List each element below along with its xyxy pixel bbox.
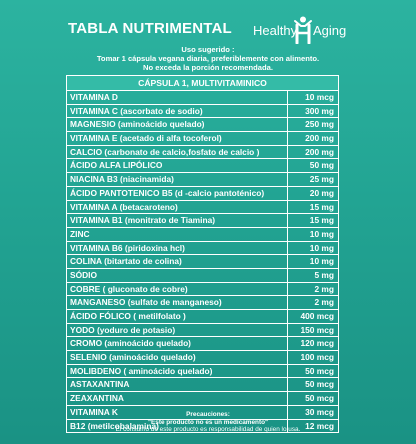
nutrient-name: VITAMINA E (acetado di alfa tocoferol)	[67, 132, 288, 145]
nutrition-table	[66, 75, 339, 433]
table-row	[67, 146, 338, 160]
usage-instructions	[0, 45, 416, 72]
nutrient-amount: 10 mg	[309, 242, 334, 253]
table-row	[67, 105, 338, 119]
nutrient-name: ZEAXANTINA	[67, 392, 288, 405]
nutrient-name: SÓDIO	[67, 269, 288, 282]
header	[0, 0, 416, 44]
nutrient-name: VITAMINA B6 (piridoxina hcl)	[67, 242, 288, 255]
nutrient-name: MAGNESIO (aminoácido quelado)	[67, 118, 288, 131]
nutrient-amount: 25 mg	[309, 174, 334, 185]
nutrient-name: COBRE ( gluconato de cobre)	[67, 283, 288, 296]
person-h-icon	[291, 16, 315, 44]
nutrient-amount: 2 mg	[314, 297, 334, 308]
nutrient-name: CALCIO (carbonato de calcio,fosfato de calcio )	[67, 146, 288, 159]
table-rows	[67, 91, 338, 432]
table-row	[67, 91, 338, 105]
table-row	[67, 283, 338, 297]
precautions-title: Precauciones:	[186, 411, 230, 418]
table-row	[67, 351, 338, 365]
table-row	[67, 255, 338, 269]
logo-text-left: Healthy	[253, 23, 298, 38]
table-row	[67, 324, 338, 338]
nutrient-amount: 10 mcg	[305, 92, 334, 102]
nutrient-amount: 150 mcg	[300, 324, 334, 335]
nutrient-amount: 2 mg	[314, 283, 334, 294]
nutrient-amount: 50 mcg	[305, 393, 334, 404]
table-row	[67, 242, 338, 256]
nutrient-name: NIACINA B3 (niacinamida)	[67, 173, 288, 186]
nutrient-amount: 250 mg	[305, 119, 334, 130]
usage-line-1: Uso sugerido :	[181, 45, 235, 54]
nutrient-amount: 300 mg	[305, 105, 334, 116]
table-row	[67, 228, 338, 242]
precautions	[0, 411, 416, 434]
nutrient-name: ÁCIDO ALFA LIPÓLICO	[67, 159, 288, 172]
nutrient-amount: 12 mcg	[305, 420, 334, 431]
table-row	[67, 296, 338, 310]
table-row	[67, 159, 338, 173]
nutrient-name: B12 (metilcobalamina)	[67, 420, 288, 433]
table-row	[67, 269, 338, 283]
table-row	[67, 310, 338, 324]
nutrient-amount: 100 mcg	[300, 352, 334, 363]
nutrient-amount: 15 mg	[309, 215, 334, 226]
nutrient-name: COLINA (bitartato de colina)	[67, 255, 288, 268]
nutrient-amount: 400 mcg	[300, 311, 334, 321]
nutrient-amount: 10 mg	[309, 256, 334, 267]
nutrient-name: VITAMINA B1 (monitrato de Tiamina)	[67, 214, 288, 227]
table-row	[67, 118, 338, 132]
nutrient-amount: 50 mg	[309, 160, 334, 171]
table-heading: CÁPSULA 1, MULTIVITAMINICO	[67, 76, 338, 91]
nutrient-name: ZINC	[67, 228, 288, 241]
nutrient-amount: 200 mg	[305, 133, 334, 144]
nutrient-name: CROMO (aminoácido quelado)	[67, 337, 288, 350]
brand-logo	[253, 16, 353, 44]
nutrient-amount: 15 mg	[309, 201, 334, 212]
table-row	[67, 378, 338, 392]
nutrient-name: SELENIO (aminoácido quelado)	[67, 351, 288, 364]
precautions-note: El consumo de este producto es responsabilidad de quien lo usa.	[115, 426, 301, 433]
nutrient-name: YODO (yoduro de potasio)	[67, 324, 288, 337]
nutrient-amount: 10 mg	[309, 228, 334, 239]
usage-line-2: Tomar 1 cápsula vegana diaria, preferiblemente con alimento.	[96, 54, 320, 63]
nutrient-name: ÁCIDO FÓLICO ( metilfolato )	[67, 310, 288, 323]
nutrient-name: VITAMINA D	[67, 91, 288, 104]
usage-line-3: No exceda la porción recomendada.	[143, 63, 273, 72]
nutrient-amount: 120 mcg	[300, 338, 334, 349]
nutrient-amount: 200 mg	[305, 146, 334, 157]
nutrient-name: VITAMINA A (betacaroteno)	[67, 201, 288, 214]
nutrient-name: VITAMINA C (ascorbato de sodio)	[67, 105, 288, 118]
nutrient-name: ÁCIDO PANTOTENICO B5 (d -calcio pantoténico)	[67, 187, 288, 200]
nutrient-name: VITAMINA K	[67, 406, 288, 419]
table-row	[67, 173, 338, 187]
nutrient-amount: 50 mcg	[305, 365, 334, 376]
table-row	[67, 187, 338, 201]
nutrient-name: MANGANESO (sulfato de manganeso)	[67, 296, 288, 309]
table-row	[67, 201, 338, 215]
table-row	[67, 132, 338, 146]
nutrient-amount: 5 mg	[314, 269, 334, 280]
nutrient-name: MOLIBDENO ( aminoácido quelado)	[67, 365, 288, 378]
precautions-warning: "Este producto no es un medicamento"	[147, 418, 269, 426]
nutrient-amount: 20 mg	[309, 187, 334, 198]
table-row	[67, 214, 338, 228]
table-row	[67, 365, 338, 379]
table-row	[67, 392, 338, 406]
nutrient-amount: 30 mcg	[305, 406, 334, 417]
page-title: TABLA NUTRIMENTAL	[68, 20, 232, 37]
logo-text-right: Aging	[313, 23, 347, 38]
nutrient-amount: 50 mcg	[305, 379, 334, 390]
nutrient-name: ASTAXANTINA	[67, 378, 288, 391]
table-row	[67, 337, 338, 351]
